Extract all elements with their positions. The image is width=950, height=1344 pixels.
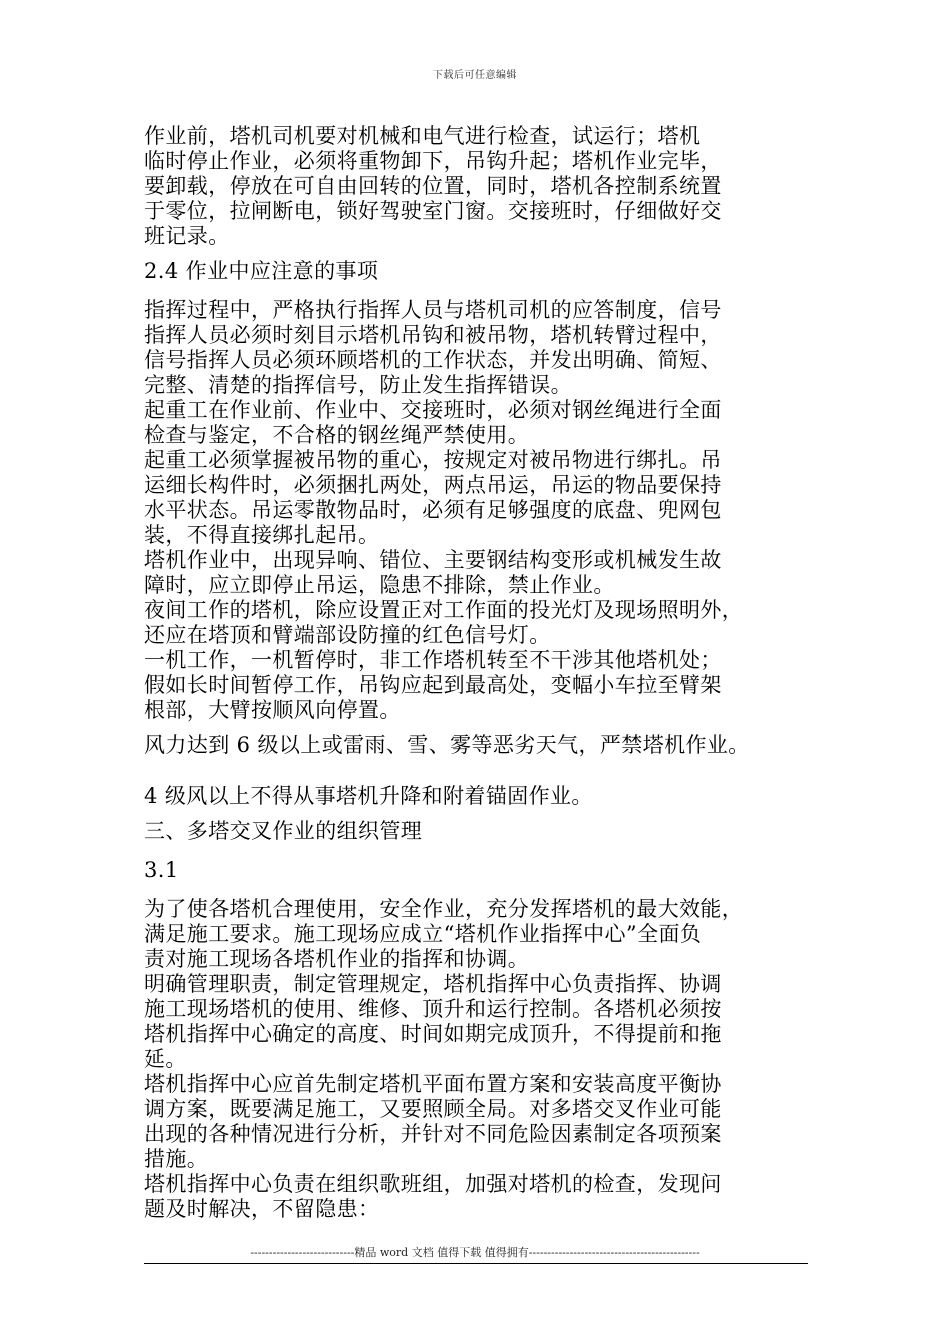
text-line: 夜间工作的塔机，除应设置正对工作面的投光灯及现场照明外， xyxy=(144,598,744,622)
text-line: 指挥过程中，严格执行指挥人员与塔机司机的应答制度，信号 xyxy=(144,298,722,322)
text-line: 装，不得直接绑扎起吊。 xyxy=(144,523,380,547)
text-line: 题及时解决，不留隐患： xyxy=(144,1197,380,1221)
text-line: 水平状态。吊运零散物品时，必须有足够强度的底盘、兜网包 xyxy=(144,498,722,522)
text-line: 假如长时间暂停工作，吊钩应起到最高处，变幅小车拉至臂架 xyxy=(144,673,722,697)
text-line: 塔机指挥中心负责在组织歌班组，加强对塔机的检查，发现问 xyxy=(144,1172,722,1196)
text-line: 运细长构件时，必须捆扎两处，两点吊运，吊运的物品要保持 xyxy=(144,473,722,497)
document-body xyxy=(144,124,808,1222)
text-line: 措施。 xyxy=(144,1147,209,1171)
text-line: 障时，应立即停止吊运，隐患不排除，禁止作业。 xyxy=(144,573,615,597)
text-line: 作业前，塔机司机要对机械和电气进行检查，试运行；塔机 xyxy=(144,124,701,148)
text-line: 责对施工现场各塔机作业的指挥和协调。 xyxy=(144,947,530,971)
footer-divider xyxy=(144,1263,808,1264)
text-line: 于零位，拉闸断电，锁好驾驶室门窗。交接班时，仔细做好交 xyxy=(144,199,722,223)
text-line: 一机工作，一机暂停时，非工作塔机转至不干涉其他塔机处； xyxy=(144,648,722,672)
page-header: 下载后可任意编辑 xyxy=(433,70,517,81)
text-line: 出现的各种情况进行分析，并针对不同危险因素制定各项预案 xyxy=(144,1122,722,1146)
text-line: 指挥人员必须时刻目示塔机吊钩和被吊物，塔机转臂过程中， xyxy=(144,323,722,347)
wind-level-4-rule: 4 级风以上不得从事塔机升降和附着锚固作业。 xyxy=(144,784,593,808)
text-line: 调方案，既要满足施工，又要照顾全局。对多塔交叉作业可能 xyxy=(144,1097,722,1121)
page-footer: ----------------------------精品 word 文档 值得下载 值得拥有---------------------------------------------- xyxy=(250,1246,700,1259)
text-line: 还应在塔顶和臂端部设防撞的红色信号灯。 xyxy=(144,623,551,647)
text-line: 施工现场塔机的使用、维修、顶升和运行控制。各塔机必须按 xyxy=(144,997,722,1021)
paragraph-block-multi-tower xyxy=(144,897,808,1222)
text-line: 延。 xyxy=(144,1047,187,1071)
text-line: 信号指挥人员必须环顾塔机的工作状态，并发出明确、简短、 xyxy=(144,348,722,372)
section-heading-3-1: 3.1 xyxy=(144,858,179,882)
text-line: 满足施工要求。施工现场应成立“塔机作业指挥中心”全面负 xyxy=(144,922,702,946)
text-line: 塔机指挥中心应首先制定塔机平面布置方案和安装高度平衡协 xyxy=(144,1072,722,1096)
section-heading-3: 三、多塔交叉作业的组织管理 xyxy=(144,819,423,843)
text-line: 根部，大臂按顺风向停置。 xyxy=(144,698,401,722)
text-line: 检查与鉴定，不合格的钢丝绳严禁使用。 xyxy=(144,423,530,447)
text-line: 塔机作业中，出现异响、错位、主要钢结构变形或机械发生故 xyxy=(144,548,722,572)
text-line: 班记录。 xyxy=(144,224,230,248)
section-heading-2-4: 2.4 作业中应注意的事项 xyxy=(144,259,379,283)
paragraph-operation-before xyxy=(144,124,808,249)
text-line: 为了使各塔机合理使用，安全作业，充分发挥塔机的最大效能， xyxy=(144,897,744,921)
wind-level-6-rule: 风力达到 6 级以上或雷雨、雪、雾等恶劣天气，严禁塔机作业。 xyxy=(144,733,750,757)
text-line: 塔机指挥中心确定的高度、时间如期完成顶升，不得提前和拖 xyxy=(144,1022,722,1046)
text-line: 起重工必须掌握被吊物的重心，按规定对被吊物进行绑扎。吊 xyxy=(144,448,722,472)
text-line: 明确管理职责，制定管理规定，塔机指挥中心负责指挥、协调 xyxy=(144,972,722,996)
text-line: 要卸载，停放在可自由回转的位置，同时，塔机各控制系统置 xyxy=(144,174,722,198)
text-line: 临时停止作业，必须将重物卸下，吊钩升起；塔机作业完毕， xyxy=(144,149,722,173)
text-line: 起重工在作业前、作业中、交接班时，必须对钢丝绳进行全面 xyxy=(144,398,722,422)
paragraph-block-precautions xyxy=(144,298,808,723)
text-line: 完整、清楚的指挥信号，防止发生指挥错误。 xyxy=(144,373,572,397)
